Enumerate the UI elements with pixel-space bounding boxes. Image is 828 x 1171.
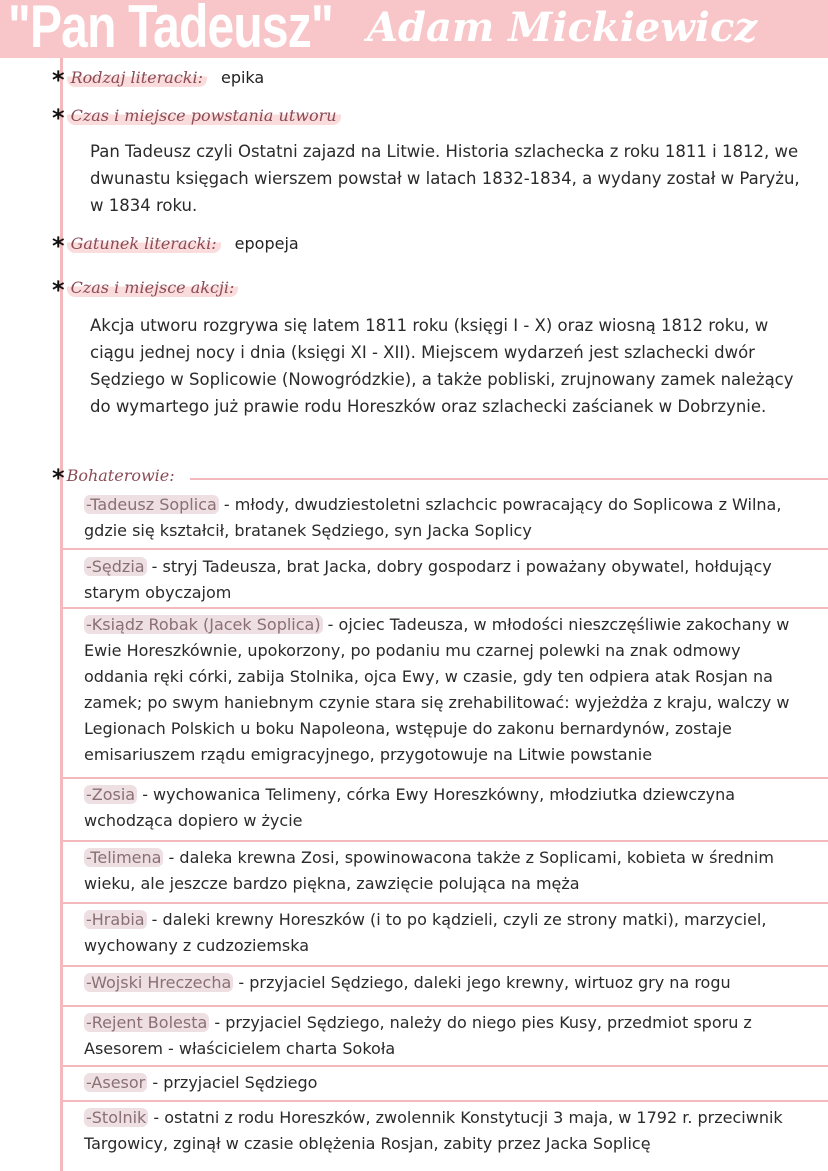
page-title: "Pan Tadeusz" xyxy=(8,0,333,58)
divider xyxy=(62,777,828,779)
character-description: - ostatni z rodu Horeszków, zwolennik Konstytucji 3 maja, w 1792 r. przeciwnik Targowicy, zginął w czasie oblężenia Rosjan, zabity przez Jacka Soplicę xyxy=(84,1108,783,1153)
character-entry xyxy=(84,970,804,996)
divider xyxy=(62,1065,828,1067)
section-rodzaj xyxy=(52,66,264,94)
character-entry xyxy=(84,782,804,834)
character-name: -Wojski Hreczecha xyxy=(86,973,232,992)
section-czas-akcji xyxy=(52,276,238,304)
character-entry xyxy=(84,1105,804,1157)
asterisk-icon: * xyxy=(52,104,65,132)
asterisk-icon: * xyxy=(52,232,65,260)
character-entry xyxy=(84,612,804,768)
section-gatunek xyxy=(52,232,299,260)
character-description: - przyjaciel Sędziego xyxy=(147,1073,318,1092)
asterisk-icon: * xyxy=(52,276,65,304)
character-description: - daleki krewny Horeszków (i to po kądzieli, czyli ze strony matki), marzyciel, wychowany z cudzoziemska xyxy=(84,910,767,955)
character-name: -Rejent Bolesta xyxy=(86,1013,208,1032)
character-name: -Hrabia xyxy=(86,910,145,929)
character-name: -Zosia xyxy=(86,785,136,804)
divider xyxy=(190,478,828,480)
author-name: Adam Mickiewicz xyxy=(367,4,758,51)
character-entry xyxy=(84,845,804,897)
character-name: -Telimena xyxy=(86,848,162,867)
section-text: Akcja utworu rozgrywa się latem 1811 roku (księgi I - X) oraz wiosną 1812 roku, w ciągu jednej nocy i dnia (księgi XI - XII). Miejscem wydarzeń jest szlachecki dwór Sędziego w Soplicowie (Nowogródzkie), a także pobliski, zrujnowany zamek należący do wymartego już prawie rodu Horeszków oraz szlachecki zaścianek w Dobrzynie. xyxy=(90,316,794,416)
character-name: -Stolnik xyxy=(86,1108,147,1127)
section-label: Bohaterowie: xyxy=(66,466,175,485)
section-value: epopeja xyxy=(234,234,299,253)
section-bohaterowie xyxy=(52,464,175,492)
character-description: - przyjaciel Sędziego, daleki jego krewny, wirtuoz gry na rogu xyxy=(233,973,731,992)
section-value: epika xyxy=(220,68,265,87)
divider xyxy=(62,902,828,904)
character-description: - stryj Tadeusza, brat Jacka, dobry gospodarz i poważany obywatel, hołdujący starym obyczajom xyxy=(84,557,772,602)
character-name: -Ksiądz Robak (Jacek Soplica) xyxy=(86,615,321,634)
section-label: Czas i miejsce akcji: xyxy=(67,278,239,297)
section-label: Gatunek literacki: xyxy=(67,234,221,253)
character-description: - wychowanica Telimeny, córka Ewy Horeszkówny, młodziutka dziewczyna wchodząca dopiero w życie xyxy=(84,785,736,830)
character-entry xyxy=(84,907,804,959)
section-label: Czas i miejsce powstania utworu xyxy=(67,106,341,125)
character-entry xyxy=(84,492,804,544)
character-name: -Tadeusz Soplica xyxy=(86,495,217,514)
character-description: - daleka krewna Zosi, spowinowacona także z Soplicami, kobieta w średnim wieku, ale jeszcze bardzo piękna, zawzięcie polująca na męża xyxy=(84,848,774,893)
character-description: - przyjaciel Sędziego, należy do niego pies Kusy, przedmiot sporu z Asesorem - właścicielem charta Sokoła xyxy=(84,1013,752,1058)
section-text: Pan Tadeusz czyli Ostatni zajazd na Litwie. Historia szlachecka z roku 1811 i 1812, we dwunastu księgach wierszem powstał w latach 1832-1834, a wydany został w Paryżu, w 1834 roku. xyxy=(90,142,800,215)
character-name: -Asesor xyxy=(86,1073,146,1092)
divider xyxy=(62,1100,828,1102)
character-entry xyxy=(84,1010,804,1062)
character-description: - młody, dwudziestoletni szlachcic powracający do Soplicowa z Wilna, gdzie się kształcił, bratanek Sędziego, syn Jacka Soplicy xyxy=(84,495,782,540)
section-czas-powstania xyxy=(52,104,341,132)
character-name: -Sędzia xyxy=(86,557,145,576)
divider xyxy=(62,1005,828,1007)
character-entry xyxy=(84,1070,804,1096)
title-banner xyxy=(0,0,828,58)
asterisk-icon: * xyxy=(52,464,65,492)
section-label: Rodzaj literacki: xyxy=(67,68,207,87)
divider xyxy=(62,548,828,550)
divider xyxy=(62,965,828,967)
divider xyxy=(62,840,828,842)
character-description: - ojciec Tadeusza, w młodości nieszczęśliwie zakochany w Ewie Horeszkównie, upokorzony, po podaniu mu czarnej polewki na znak odmowy oddania ręki córki, zabija Stolnika, ojca Ewy, w czasie, gdy ten odpiera atak Rosjan na zamek; po swym haniebnym czynie stara się zrehabilitować: wyjeżdża z kraju, walczy w Legionach Polskich u boku Napoleona, wstępuje do zakonu bernardynów, zostaje emisariuszem rządu emigracyjnego, przygotowuje na Litwie powstanie xyxy=(84,615,790,764)
character-entry xyxy=(84,554,804,606)
divider xyxy=(62,607,828,609)
asterisk-icon: * xyxy=(52,66,65,94)
